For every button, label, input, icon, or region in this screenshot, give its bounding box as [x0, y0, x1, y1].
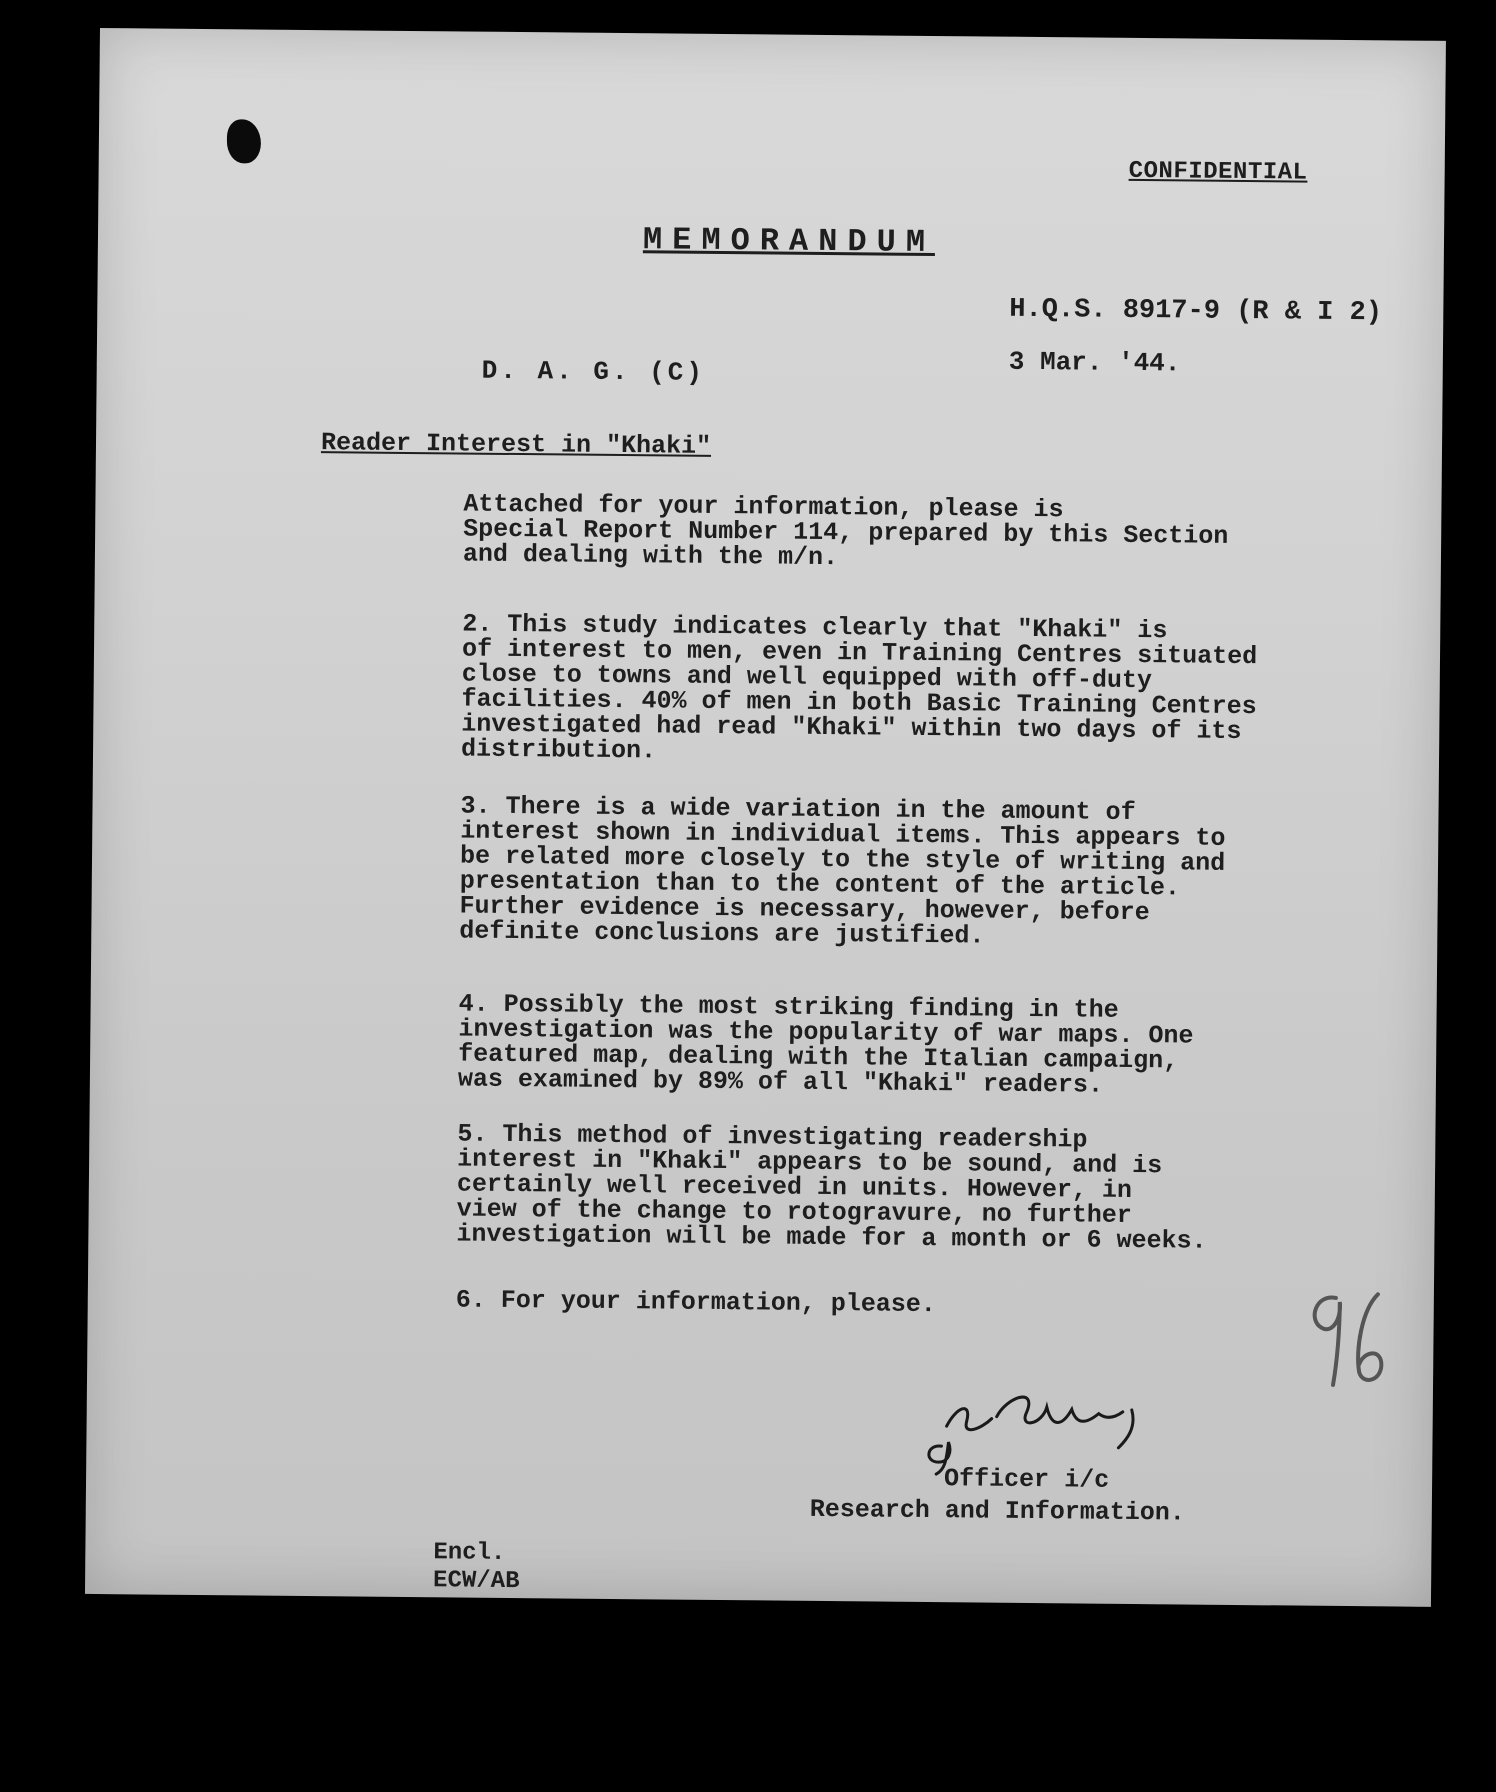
memo-date: 3 Mar. '44. — [1008, 346, 1181, 379]
ink-blot — [227, 119, 261, 163]
paragraph-1: Attached for your information, please is Special Report Number 114, prepared by this Section and dealing with the m/n. — [462, 489, 1229, 573]
paragraph-2: 2. This study indicates clearly that "Khaki" is of interest to men, even in Training Centres situated close to towns and well equipped with off-duty facilities. 40% of men in both Basic Training Centres investigated had read "Khaki" within two days of its distribution. — [460, 609, 1258, 766]
paragraph-3: 3. There is a wide variation in the amount of interest shown in individual items. This appears to be related more closely to the style of writing and presentation than to the content of the article. Further evidence is necessary, however, before definite conclusions are justified. — [459, 791, 1226, 951]
memo-title: MEMORANDUM — [642, 221, 936, 262]
paragraph-6: 6. For your information, please. — [455, 1285, 937, 1320]
enclosure-note: Encl. — [433, 1539, 506, 1567]
signatory-title: Officer i/c — [943, 1464, 1110, 1495]
paragraph-4: 4. Possibly the most striking finding in the investigation was the popularity of war maps. One featured map, dealing with the Italian campaign, was examined by 89% of all "Khaki" readers. — [457, 989, 1194, 1100]
addressee: D. A. G. (C) — [481, 355, 706, 388]
signatory-office: Research and Information. — [809, 1494, 1185, 1528]
enclosure-block — [433, 1539, 520, 1596]
signature-mark — [886, 1366, 1187, 1479]
typist-initials: ECW/AB — [432, 1567, 520, 1596]
handwritten-page-number — [1297, 1280, 1398, 1401]
subject-line: Reader Interest in "Khaki" — [320, 428, 712, 461]
classification-label: CONFIDENTIAL — [1128, 157, 1308, 187]
paragraph-5: 5. This method of investigating readership interest in "Khaki" appears to be sound, and is certainly well received in units. However, in view of the change to rotogravure, no further investigation will be made for a month or 6 weeks. — [456, 1119, 1207, 1256]
file-reference: H.Q.S. 8917-9 (R & I 2) — [1009, 294, 1383, 329]
memo-paper — [85, 28, 1446, 1607]
